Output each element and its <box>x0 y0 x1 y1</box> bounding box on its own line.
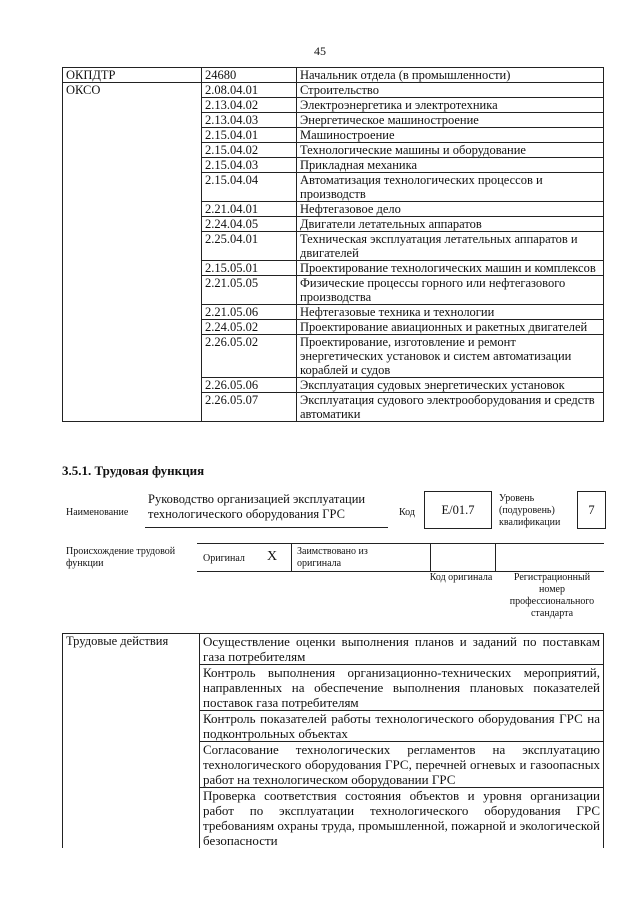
code-name: Нефтегазовое дело <box>297 202 604 217</box>
origin-table <box>197 543 604 572</box>
labor-actions-label: Трудовые действия <box>63 634 200 849</box>
code-number: 24680 <box>202 68 297 83</box>
labor-action-row <box>63 634 604 665</box>
code-name: Двигатели летательных аппаратов <box>297 217 604 232</box>
code-number: 2.15.04.03 <box>202 158 297 173</box>
codes-row <box>63 68 604 83</box>
code-name: Начальник отдела (в промышленности) <box>297 68 604 83</box>
level-value: 7 <box>588 502 595 517</box>
code-number: 2.13.04.02 <box>202 98 297 113</box>
code-name: Эксплуатация судового электрооборудования и средств автоматики <box>297 393 604 422</box>
code-value: E/01.7 <box>441 502 475 517</box>
code-name: Прикладная механика <box>297 158 604 173</box>
origin-label: Происхождение трудовой функции <box>66 546 176 569</box>
code-type: ОКПДТР <box>63 68 202 83</box>
code-name: Физические процессы горного или нефтегазового производства <box>297 276 604 305</box>
section-heading: 3.5.1. Трудовая функция <box>62 463 205 478</box>
code-name: Техническая эксплуатация летательных аппаратов и двигателей <box>297 232 604 261</box>
code-name: Эксплуатация судовых энергетических установок <box>297 378 604 393</box>
name-value: Руководство организацией эксплуатации технологического оборудования ГРС <box>148 492 366 521</box>
name-label: Наименование <box>66 507 129 518</box>
code-name: Технологические машины и оборудование <box>297 143 604 158</box>
labor-action-text: Осуществление оценки выполнения планов и заданий по поставкам газа потребителям <box>200 634 604 665</box>
labor-action-text: Контроль показателей работы технологического оборудования ГРС на подконтрольных объектах <box>200 711 604 742</box>
code-number: 2.13.04.03 <box>202 113 297 128</box>
reg-caption: Регистрационный номер профессионального стандарта <box>509 572 595 619</box>
code-number: 2.24.05.02 <box>202 320 297 335</box>
code-name: Электроэнергетика и электротехника <box>297 98 604 113</box>
code-number: 2.21.04.01 <box>202 202 297 217</box>
level-box <box>577 491 606 529</box>
labor-action-text: Согласование технологических регламентов на эксплуатацию технологического оборудования ГРС, перечней огневых и газоопасных работ на технологическом оборудовании ГРС <box>200 742 604 788</box>
labor-action-text: Контроль выполнения организационно-технических мероприятий, направленных на обеспечение выполнения плановых показателей поставок газа потребителям <box>200 665 604 711</box>
code-caption: Код оригинала <box>429 572 493 583</box>
code-name: Нефтегазовые техника и технологии <box>297 305 604 320</box>
code-name: Проектирование технологических машин и комплексов <box>297 261 604 276</box>
code-label: Код <box>399 507 415 518</box>
codes-row <box>63 83 604 98</box>
code-number: 2.15.05.01 <box>202 261 297 276</box>
original-label: Оригинал <box>203 553 245 564</box>
labor-action-text: Проверка соответствия состояния объектов и уровня организации работ по эксплуатации технологического оборудования ГРС требованиям охраны труда, промышленной, пожарной и экологической безопасности <box>200 788 604 849</box>
code-number: 2.08.04.01 <box>202 83 297 98</box>
code-number: 2.26.05.02 <box>202 335 297 378</box>
labor-actions-table <box>62 633 604 848</box>
code-number: 2.26.05.07 <box>202 393 297 422</box>
borrowed-label: Заимствовано из оригинала <box>297 546 368 569</box>
code-number: 2.21.05.05 <box>202 276 297 305</box>
code-number: 2.24.04.05 <box>202 217 297 232</box>
code-number: 2.15.04.01 <box>202 128 297 143</box>
code-name: Проектирование авиационных и ракетных двигателей <box>297 320 604 335</box>
code-box <box>424 491 492 529</box>
codes-table <box>62 67 604 422</box>
code-name: Автоматизация технологических процессов и производств <box>297 173 604 202</box>
code-name: Строительство <box>297 83 604 98</box>
page-number: 45 <box>314 44 326 58</box>
original-mark: X <box>267 549 278 564</box>
code-name: Энергетическое машиностроение <box>297 113 604 128</box>
code-name: Проектирование, изготовление и ремонт энергетических установок и систем автоматизации кораблей и судов <box>297 335 604 378</box>
code-number: 2.21.05.06 <box>202 305 297 320</box>
code-number: 2.25.04.01 <box>202 232 297 261</box>
code-number: 2.15.04.02 <box>202 143 297 158</box>
name-value-box <box>145 491 388 528</box>
code-name: Машиностроение <box>297 128 604 143</box>
code-number: 2.26.05.06 <box>202 378 297 393</box>
code-number: 2.15.04.04 <box>202 173 297 202</box>
code-type: ОКСО <box>63 83 202 422</box>
level-label: Уровень (подуровень) квалификации <box>499 493 561 528</box>
